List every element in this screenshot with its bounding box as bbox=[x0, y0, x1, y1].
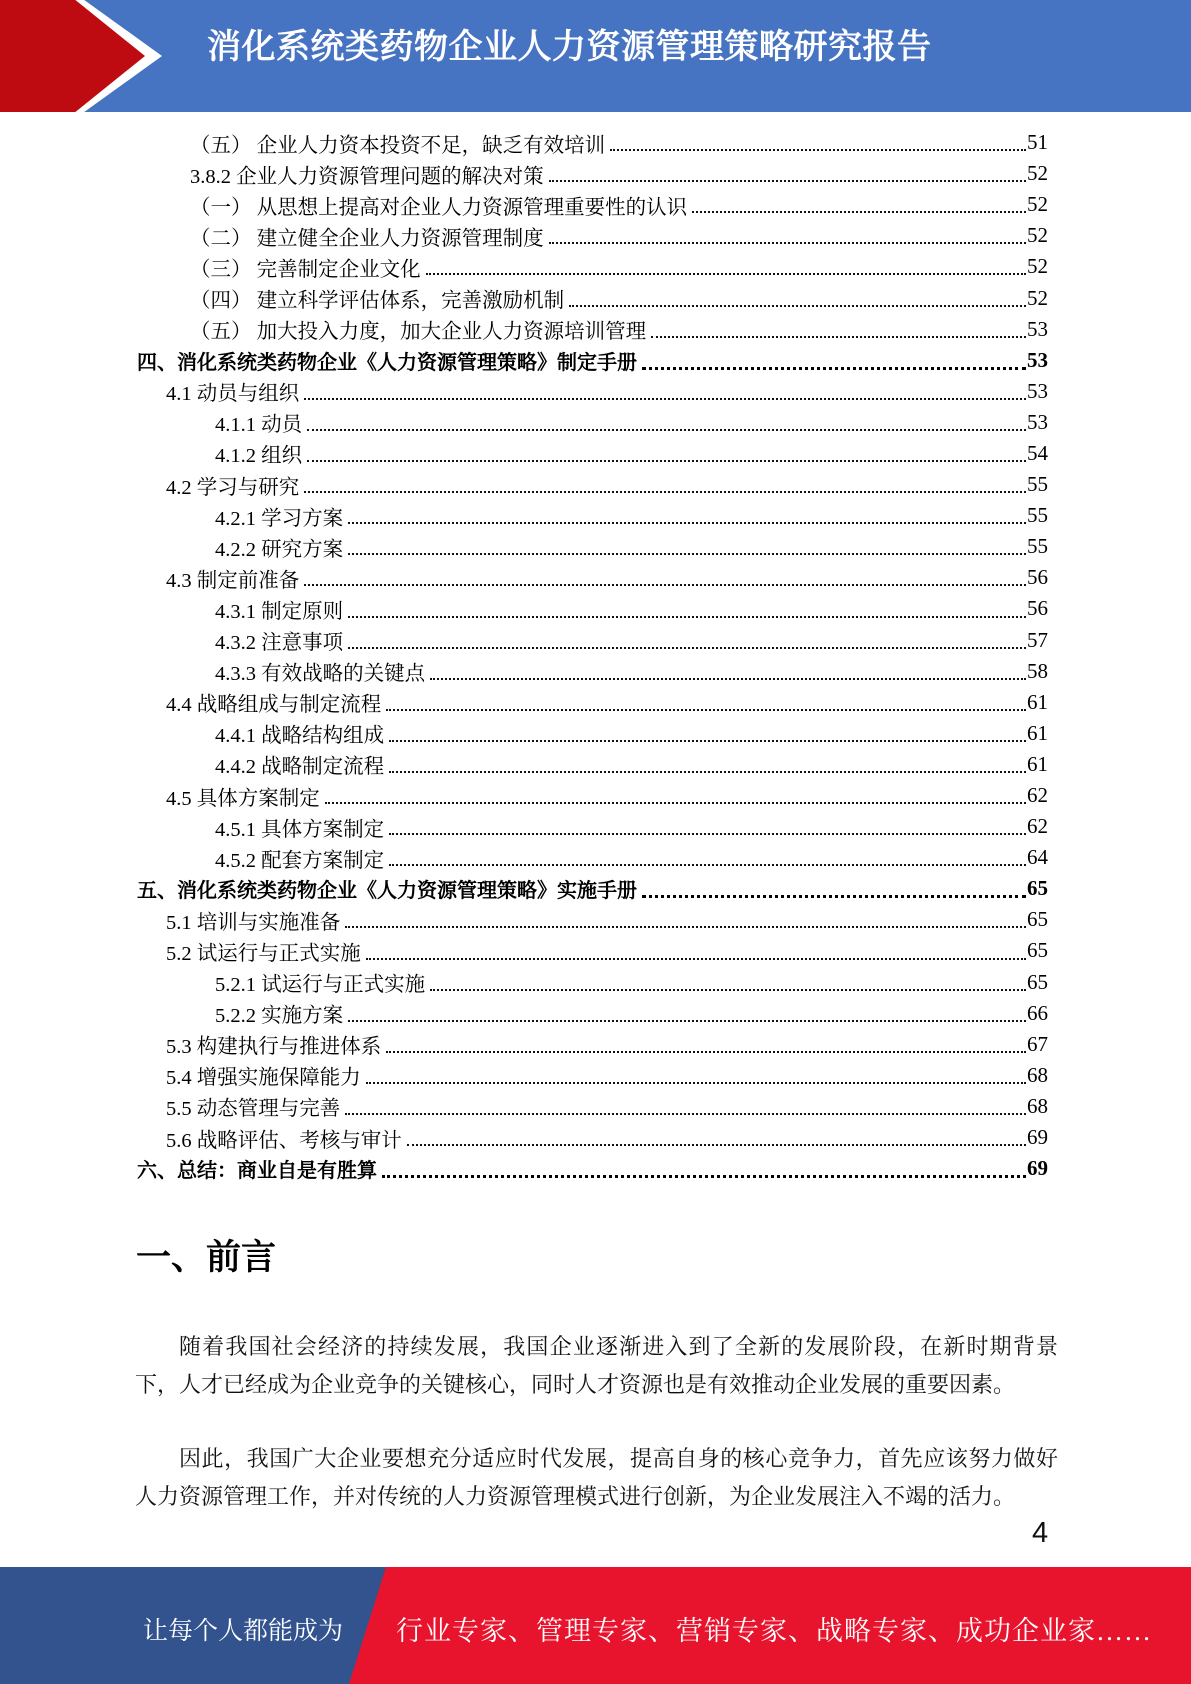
toc-row bbox=[0, 873, 1048, 904]
toc-leader-dots bbox=[366, 1082, 1026, 1084]
toc-page-number: 65 bbox=[1027, 876, 1048, 901]
toc-page-number: 56 bbox=[1027, 565, 1048, 590]
toc-page-number: 52 bbox=[1027, 161, 1048, 186]
toc-page-number: 55 bbox=[1027, 534, 1048, 559]
toc-leader-dots bbox=[610, 149, 1026, 151]
toc-entry-label: 四、消化系统类药物企业《人力资源管理策略》制定手册 bbox=[137, 351, 637, 374]
toc-row bbox=[0, 376, 1048, 407]
toc-page-number: 65 bbox=[1027, 907, 1048, 932]
toc-page-number: 55 bbox=[1027, 472, 1048, 497]
footer-slogan-right: 行业专家、管理专家、营销专家、战略专家、成功企业家…… bbox=[396, 1616, 1152, 1646]
toc-entry-label: 5.2.2 实施方案 bbox=[215, 1005, 344, 1028]
toc-leader-dots bbox=[348, 522, 1026, 524]
toc-entry-label: 3.8.2 企业人力资源管理问题的解决对策 bbox=[190, 165, 544, 188]
toc-row bbox=[0, 811, 1048, 842]
toc-page-number: 69 bbox=[1027, 1125, 1048, 1150]
toc-leader-dots bbox=[426, 273, 1026, 275]
toc-leader-dots bbox=[569, 305, 1026, 307]
toc-leader-dots bbox=[348, 553, 1026, 555]
toc-leader-dots bbox=[307, 429, 1026, 431]
toc-leader-dots bbox=[642, 895, 1026, 898]
footer-band bbox=[0, 1567, 1191, 1684]
footer-slogan-left: 让每个人都能成为 bbox=[143, 1618, 344, 1645]
toc-page-number: 69 bbox=[1027, 1156, 1048, 1181]
toc-page-number: 68 bbox=[1027, 1093, 1048, 1118]
toc-leader-dots bbox=[348, 1020, 1026, 1022]
toc-row bbox=[0, 1091, 1048, 1122]
toc-leader-dots bbox=[386, 1051, 1026, 1053]
toc-leader-dots bbox=[382, 1175, 1026, 1178]
toc-leader-dots bbox=[348, 616, 1026, 618]
toc-page-number: 62 bbox=[1027, 814, 1048, 839]
toc-page-number: 51 bbox=[1027, 130, 1048, 155]
report-title: 消化系统类药物企业人力资源管理策略研究报告 bbox=[207, 28, 932, 66]
toc-row bbox=[0, 158, 1048, 189]
toc-row bbox=[0, 998, 1048, 1029]
toc-leader-dots bbox=[366, 958, 1026, 960]
toc-row bbox=[0, 593, 1048, 624]
toc-leader-dots bbox=[345, 1113, 1026, 1115]
toc-entry-label: 4.4 战略组成与制定流程 bbox=[166, 694, 382, 717]
toc-page-number: 61 bbox=[1027, 720, 1048, 745]
toc-row bbox=[0, 562, 1048, 593]
preface-paragraph-1: 随着我国社会经济的持续发展，我国企业逐渐进入到了全新的发展阶段，在新时期背景下，人才已经成为企业竞争的关键核心，同时人才资源也是有效推动企业发展的重要因素。 bbox=[135, 1334, 1058, 1397]
toc-row bbox=[0, 531, 1048, 562]
toc-page-number: 56 bbox=[1027, 596, 1048, 621]
toc-row bbox=[0, 904, 1048, 935]
toc-row bbox=[0, 345, 1048, 376]
toc-page-number: 52 bbox=[1027, 254, 1048, 279]
toc-leader-dots bbox=[692, 211, 1026, 213]
toc-leader-dots bbox=[549, 242, 1026, 244]
arrow-right-icon bbox=[0, 0, 145, 112]
toc-row bbox=[0, 438, 1048, 469]
toc-row bbox=[0, 749, 1048, 780]
toc-entry-label: 4.2.1 学习方案 bbox=[215, 507, 344, 530]
header-band bbox=[0, 0, 1191, 112]
toc-page-number: 65 bbox=[1027, 969, 1048, 994]
toc-page-number: 61 bbox=[1027, 689, 1048, 714]
toc-entry-label: （五） 加大投入力度，加大企业人力资源培训管理 bbox=[190, 321, 647, 344]
toc-page-number: 53 bbox=[1027, 409, 1048, 434]
toc-row bbox=[0, 407, 1048, 438]
toc-leader-dots bbox=[389, 771, 1026, 773]
toc-entry-label: 五、消化系统类药物企业《人力资源管理策略》实施手册 bbox=[137, 880, 637, 903]
preface-paragraph-2: 因此，我国广大企业要想充分适应时代发展，提高自身的核心竞争力，首先应该努力做好人力资源管理工作，并对传统的人力资源管理模式进行创新，为企业发展注入不竭的活力。 bbox=[135, 1446, 1058, 1509]
toc-entry-label: 4.5.1 具体方案制定 bbox=[215, 818, 385, 841]
toc-leader-dots bbox=[642, 367, 1026, 370]
toc-entry-label: 5.2.1 试运行与正式实施 bbox=[215, 974, 426, 997]
toc-page-number: 58 bbox=[1027, 658, 1048, 683]
toc-entry-label: 5.1 培训与实施准备 bbox=[166, 911, 341, 934]
page-number: 4 bbox=[1032, 1517, 1049, 1549]
toc-page-number: 52 bbox=[1027, 223, 1048, 248]
toc-page-number: 52 bbox=[1027, 192, 1048, 217]
toc-leader-dots bbox=[407, 1144, 1026, 1146]
toc-row bbox=[0, 251, 1048, 282]
toc-leader-dots bbox=[307, 460, 1026, 462]
toc-row bbox=[0, 935, 1048, 966]
toc-row bbox=[0, 127, 1048, 158]
toc-entry-label: 4.3.1 制定原则 bbox=[215, 600, 344, 623]
toc-entry-label: 4.1.2 组织 bbox=[215, 445, 303, 468]
toc-entry-label: 4.3.2 注意事项 bbox=[215, 632, 344, 655]
toc-page-number: 66 bbox=[1027, 1000, 1048, 1025]
toc-entry-label: 5.6 战略评估、考核与审计 bbox=[166, 1129, 402, 1152]
toc-page-number: 67 bbox=[1027, 1031, 1048, 1056]
toc-page-number: 53 bbox=[1027, 378, 1048, 403]
toc-entry-label: 4.4.1 战略结构组成 bbox=[215, 725, 385, 748]
toc-page-number: 53 bbox=[1027, 347, 1048, 372]
toc-page-number: 57 bbox=[1027, 627, 1048, 652]
toc-row bbox=[0, 967, 1048, 998]
toc-leader-dots bbox=[389, 740, 1026, 742]
toc-leader-dots bbox=[430, 989, 1026, 991]
toc-leader-dots bbox=[430, 678, 1026, 680]
toc-entry-label: （二） 建立健全企业人力资源管理制度 bbox=[190, 227, 544, 250]
toc-page-number: 62 bbox=[1027, 783, 1048, 808]
toc-leader-dots bbox=[345, 926, 1026, 928]
toc-entry-label: 4.5 具体方案制定 bbox=[166, 787, 320, 810]
toc-entry-label: 4.2.2 研究方案 bbox=[215, 538, 344, 561]
toc-leader-dots bbox=[304, 491, 1026, 493]
toc-entry-label: 4.1.1 动员 bbox=[215, 414, 303, 437]
toc-row bbox=[0, 625, 1048, 656]
toc-row bbox=[0, 656, 1048, 687]
toc-row bbox=[0, 687, 1048, 718]
toc-entry-label: （三） 完善制定企业文化 bbox=[190, 258, 421, 281]
toc-leader-dots bbox=[389, 864, 1026, 866]
toc-row bbox=[0, 189, 1048, 220]
toc-entry-label: 5.2 试运行与正式实施 bbox=[166, 942, 361, 965]
toc-row bbox=[0, 282, 1048, 313]
toc-row bbox=[0, 469, 1048, 500]
toc-entry-label: （四） 建立科学评估体系，完善激励机制 bbox=[190, 290, 565, 313]
toc-entry-label: 4.4.2 战略制定流程 bbox=[215, 756, 385, 779]
toc-leader-dots bbox=[386, 709, 1026, 711]
toc-entry-label: 5.3 构建执行与推进体系 bbox=[166, 1036, 382, 1059]
toc-leader-dots bbox=[549, 180, 1026, 182]
toc-leader-dots bbox=[651, 336, 1026, 338]
toc-row bbox=[0, 220, 1048, 251]
toc-leader-dots bbox=[304, 584, 1026, 586]
toc-leader-dots bbox=[304, 398, 1026, 400]
toc-page-number: 61 bbox=[1027, 751, 1048, 776]
toc-entry-label: 4.2 学习与研究 bbox=[166, 476, 300, 499]
toc-page-number: 65 bbox=[1027, 938, 1048, 963]
toc-page-number: 68 bbox=[1027, 1062, 1048, 1087]
toc-row bbox=[0, 500, 1048, 531]
toc-page-number: 53 bbox=[1027, 316, 1048, 341]
toc-row bbox=[0, 718, 1048, 749]
toc-row bbox=[0, 842, 1048, 873]
toc-page-number: 52 bbox=[1027, 285, 1048, 310]
toc-entry-label: 5.4 增强实施保障能力 bbox=[166, 1067, 361, 1090]
toc-row bbox=[0, 314, 1048, 345]
toc-entry-label: 4.1 动员与组织 bbox=[166, 383, 300, 406]
toc-leader-dots bbox=[325, 802, 1026, 804]
toc-page-number: 55 bbox=[1027, 503, 1048, 528]
toc-entry-label: 六、总结：商业自是有胜算 bbox=[137, 1160, 377, 1183]
toc-entry-label: 4.5.2 配套方案制定 bbox=[215, 849, 385, 872]
toc-entry-label: （一） 从思想上提高对企业人力资源管理重要性的认识 bbox=[190, 196, 688, 219]
table-of-contents bbox=[0, 127, 1048, 1184]
toc-entry-label: （五） 企业人力资本投资不足，缺乏有效培训 bbox=[190, 134, 606, 157]
toc-page-number: 64 bbox=[1027, 845, 1048, 870]
toc-entry-label: 5.5 动态管理与完善 bbox=[166, 1098, 341, 1121]
toc-row bbox=[0, 1122, 1048, 1153]
toc-row bbox=[0, 1029, 1048, 1060]
section-heading-preface: 一、前言 bbox=[136, 1238, 277, 1277]
toc-leader-dots bbox=[348, 647, 1026, 649]
toc-row bbox=[0, 780, 1048, 811]
toc-entry-label: 4.3 制定前准备 bbox=[166, 569, 300, 592]
toc-page-number: 54 bbox=[1027, 440, 1048, 465]
toc-leader-dots bbox=[389, 833, 1026, 835]
toc-row bbox=[0, 1153, 1048, 1184]
toc-entry-label: 4.3.3 有效战略的关键点 bbox=[215, 663, 426, 686]
toc-row bbox=[0, 1060, 1048, 1091]
